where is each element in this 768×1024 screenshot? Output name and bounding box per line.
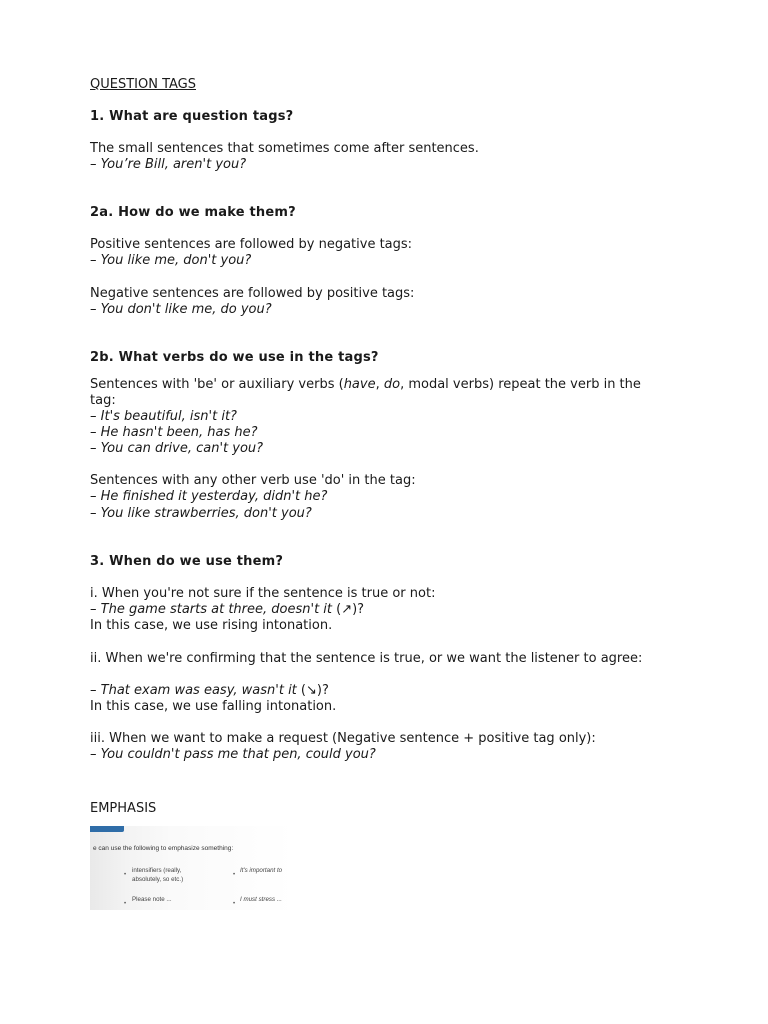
be-text-have: have bbox=[343, 377, 376, 392]
bullet-icon: • bbox=[124, 872, 127, 878]
section-1-heading: 1. What are question tags? bbox=[90, 109, 294, 124]
emphasis-image-item-1-cont: absolutely, so etc.) bbox=[132, 876, 184, 883]
falling-intonation-mark: (↘)? bbox=[296, 683, 329, 698]
section-2b-be-example-2: – He hasn't been, has he? bbox=[90, 425, 258, 440]
section-3-i-note: In this case, we use rising intonation. bbox=[90, 618, 333, 633]
be-text-part-2: , modal verbs) repeat the verb in the bbox=[400, 377, 641, 392]
section-2a-positive-text: Positive sentences are followed by negative tags: bbox=[90, 237, 413, 252]
be-text-do: do bbox=[383, 377, 401, 392]
section-2a-negative-text: Negative sentences are followed by positive tags: bbox=[90, 286, 415, 301]
emphasis-heading: EMPHASIS bbox=[90, 801, 157, 816]
section-1-text: The small sentences that sometimes come after sentences. bbox=[90, 141, 479, 156]
emphasis-image-logo-bar bbox=[90, 826, 124, 832]
emphasis-image-item-1: intensifiers (really, bbox=[132, 867, 182, 874]
section-3-iii-example: – You couldn't pass me that pen, could you? bbox=[90, 747, 376, 762]
rising-intonation-mark: (↗)? bbox=[332, 602, 365, 617]
be-text-part-1: Sentences with 'be' or auxiliary verbs ( bbox=[90, 377, 344, 392]
emphasis-image-item-2: It's important to bbox=[240, 867, 283, 874]
emphasis-image-item-3: Please note ... bbox=[132, 896, 172, 903]
section-3-ii-text: ii. When we're confirming that the sentence is true, or we want the listener to agree: bbox=[90, 651, 643, 666]
doc-title: QUESTION TAGS bbox=[90, 77, 196, 92]
section-3-i-example bbox=[90, 602, 690, 618]
section-3-heading: 3. When do we use them? bbox=[90, 554, 284, 569]
bullet-icon: • bbox=[124, 901, 127, 907]
section-1-example: – You’re Bill, aren't you? bbox=[90, 157, 247, 172]
section-2b-be-example-1: – It's beautiful, isn't it? bbox=[90, 409, 237, 424]
be-text-sep: , bbox=[375, 377, 384, 392]
section-2b-heading: 2b. What verbs do we use in the tags? bbox=[90, 350, 379, 365]
emphasis-image bbox=[90, 826, 294, 910]
section-2b-be-text-cont: tag: bbox=[90, 393, 116, 408]
section-2b-be-example-3: – You can drive, can't you? bbox=[90, 441, 264, 456]
section-3-iii-text: iii. When we want to make a request (Negative sentence + positive tag only): bbox=[90, 731, 596, 746]
section-3-ii-example bbox=[90, 683, 690, 699]
emphasis-image-item-4: I must stress ... bbox=[240, 896, 282, 903]
section-2b-other-example-2: – You like strawberries, don't you? bbox=[90, 506, 312, 521]
emphasis-image-caption: e can use the following to emphasize something: bbox=[93, 845, 234, 852]
section-2b-other-text: Sentences with any other verb use 'do' in the tag: bbox=[90, 473, 416, 488]
section-2a-positive-example: – You like me, don't you? bbox=[90, 253, 252, 268]
section-3-i-text: i. When you're not sure if the sentence is true or not: bbox=[90, 586, 436, 601]
section-2a-heading: 2a. How do we make them? bbox=[90, 205, 296, 220]
i-example-sentence: – The game starts at three, doesn't it bbox=[90, 602, 333, 617]
bullet-icon: • bbox=[233, 901, 236, 907]
bullet-icon: • bbox=[233, 872, 236, 878]
section-2a-negative-example: – You don't like me, do you? bbox=[90, 302, 272, 317]
section-3-ii-note: In this case, we use falling intonation. bbox=[90, 699, 337, 714]
section-2b-be-text bbox=[90, 377, 690, 393]
section-2b-other-example-1: – He finished it yesterday, didn't he? bbox=[90, 489, 328, 504]
ii-example-sentence: – That exam was easy, wasn't it bbox=[90, 683, 297, 698]
